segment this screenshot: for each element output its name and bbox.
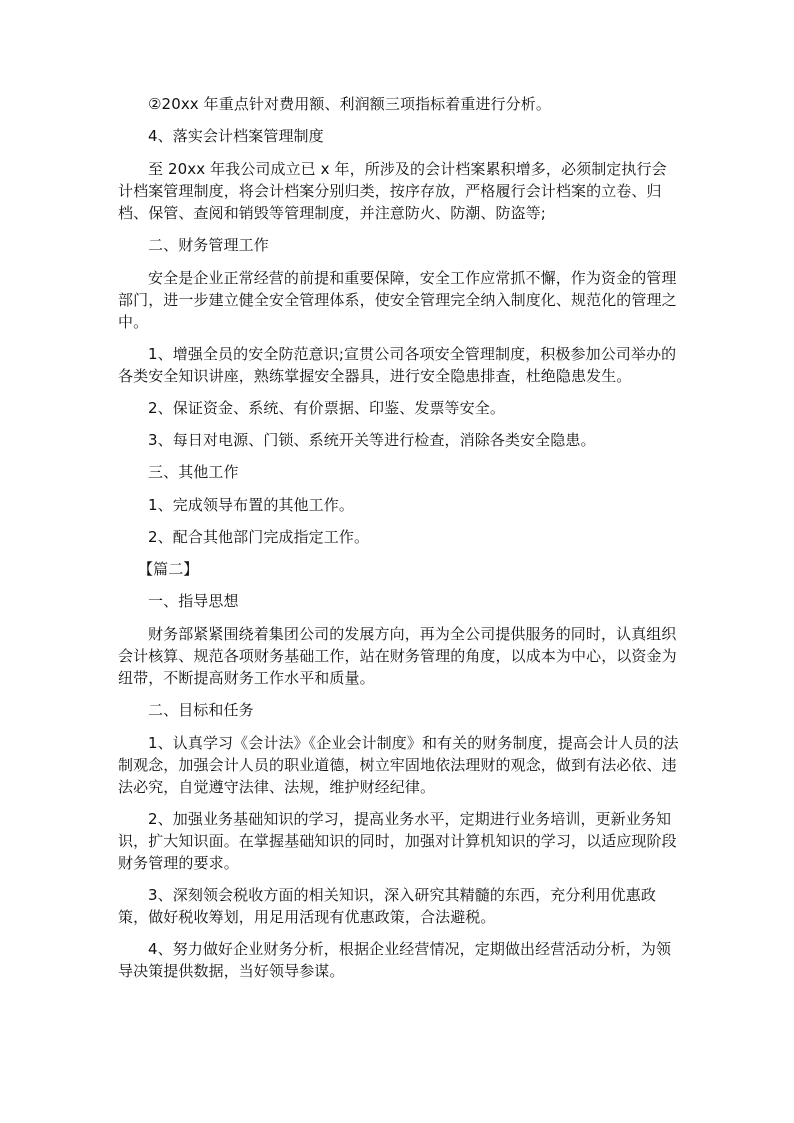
heading-financial-management: 二、财务管理工作 bbox=[148, 236, 269, 254]
paragraph-guiding-thought: 财务部紧紧围绕着集团公司的发展方向，再为全公司提供服务的同时，认真组织会计核算、规范各项财务基础工作，站在财务管理的角度，以成本为中心，以资金为纽带，不断提高财务工作水平和质量。 bbox=[118, 625, 677, 687]
section-title-part-two: 【篇二】 bbox=[138, 560, 199, 578]
paragraph-goal-1: 1、认真学习《会计法》《企业会计制度》和有关的财务制度，提高会计人员的法制观念，加强会计人员的职业道德，树立牢固地依法理财的观念，做到有法必依、违法必究，自觉遵守法律、法规，维护财经纪律。 bbox=[118, 734, 679, 796]
document-page bbox=[118, 93, 680, 992]
paragraph-asset-security: 2、保证资金、系统、有价票据、印鉴、发票等安全。 bbox=[148, 399, 505, 417]
heading-goals-tasks: 二、目标和任务 bbox=[148, 701, 254, 719]
paragraph-daily-check: 3、每日对电源、门锁、系统开关等进行检查，消除各类安全隐患。 bbox=[148, 431, 596, 449]
paragraph-safety-awareness: 1、增强全员的安全防范意识;宣贯公司各项安全管理制度，积极参加公司举办的各类安全知识讲座，熟练掌握安全器具，进行安全隐患排查，杜绝隐患发生。 bbox=[118, 345, 677, 385]
paragraph-other-work-1: 1、完成领导布置的其他工作。 bbox=[148, 496, 354, 514]
paragraph-goal-3: 3、深刻领会税收方面的相关知识，深入研究其精髓的东西，充分利用优惠政策，做好税收筹划，用足用活现有优惠政策，合法避税。 bbox=[118, 886, 656, 926]
heading-archive-management: 4、落实会计档案管理制度 bbox=[148, 127, 324, 145]
paragraph-safety-intro: 安全是企业正常经营的前提和重要保障，安全工作应常抓不懈，作为资金的管理部门，进一步建立健全安全管理体系，使安全管理完全纳入制度化、规范化的管理之中。 bbox=[118, 269, 677, 331]
paragraph-goal-2: 2、加强业务基础知识的学习，提高业务水平，定期进行业务培训，更新业务知识，扩大知识面。在掌握基础知识的同时，加强对计算机知识的学习，以适应现阶段财务管理的要求。 bbox=[118, 810, 677, 872]
paragraph-goal-4: 4、努力做好企业财务分析，根据企业经营情况，定期做出经营活动分析，为领导决策提供数据，当好领导参谋。 bbox=[118, 940, 672, 980]
heading-guiding-thought: 一、指导思想 bbox=[148, 592, 239, 610]
paragraph-other-work-2: 2、配合其他部门完成指定工作。 bbox=[148, 528, 370, 546]
paragraph-analysis-focus: ②20xx 年重点针对费用额、利润额三项指标着重进行分析。 bbox=[148, 95, 551, 113]
paragraph-archive-details: 至 20xx 年我公司成立已 x 年，所涉及的会计档案累积增多，必须制定执行会计档案管理制度，将会计档案分别归类，按序存放，严格履行会计档案的立卷、归档、保管、查阅和销毁等管理制度，并注意防火、防潮、防盗等; bbox=[118, 160, 667, 222]
heading-other-work: 三、其他工作 bbox=[148, 463, 239, 481]
